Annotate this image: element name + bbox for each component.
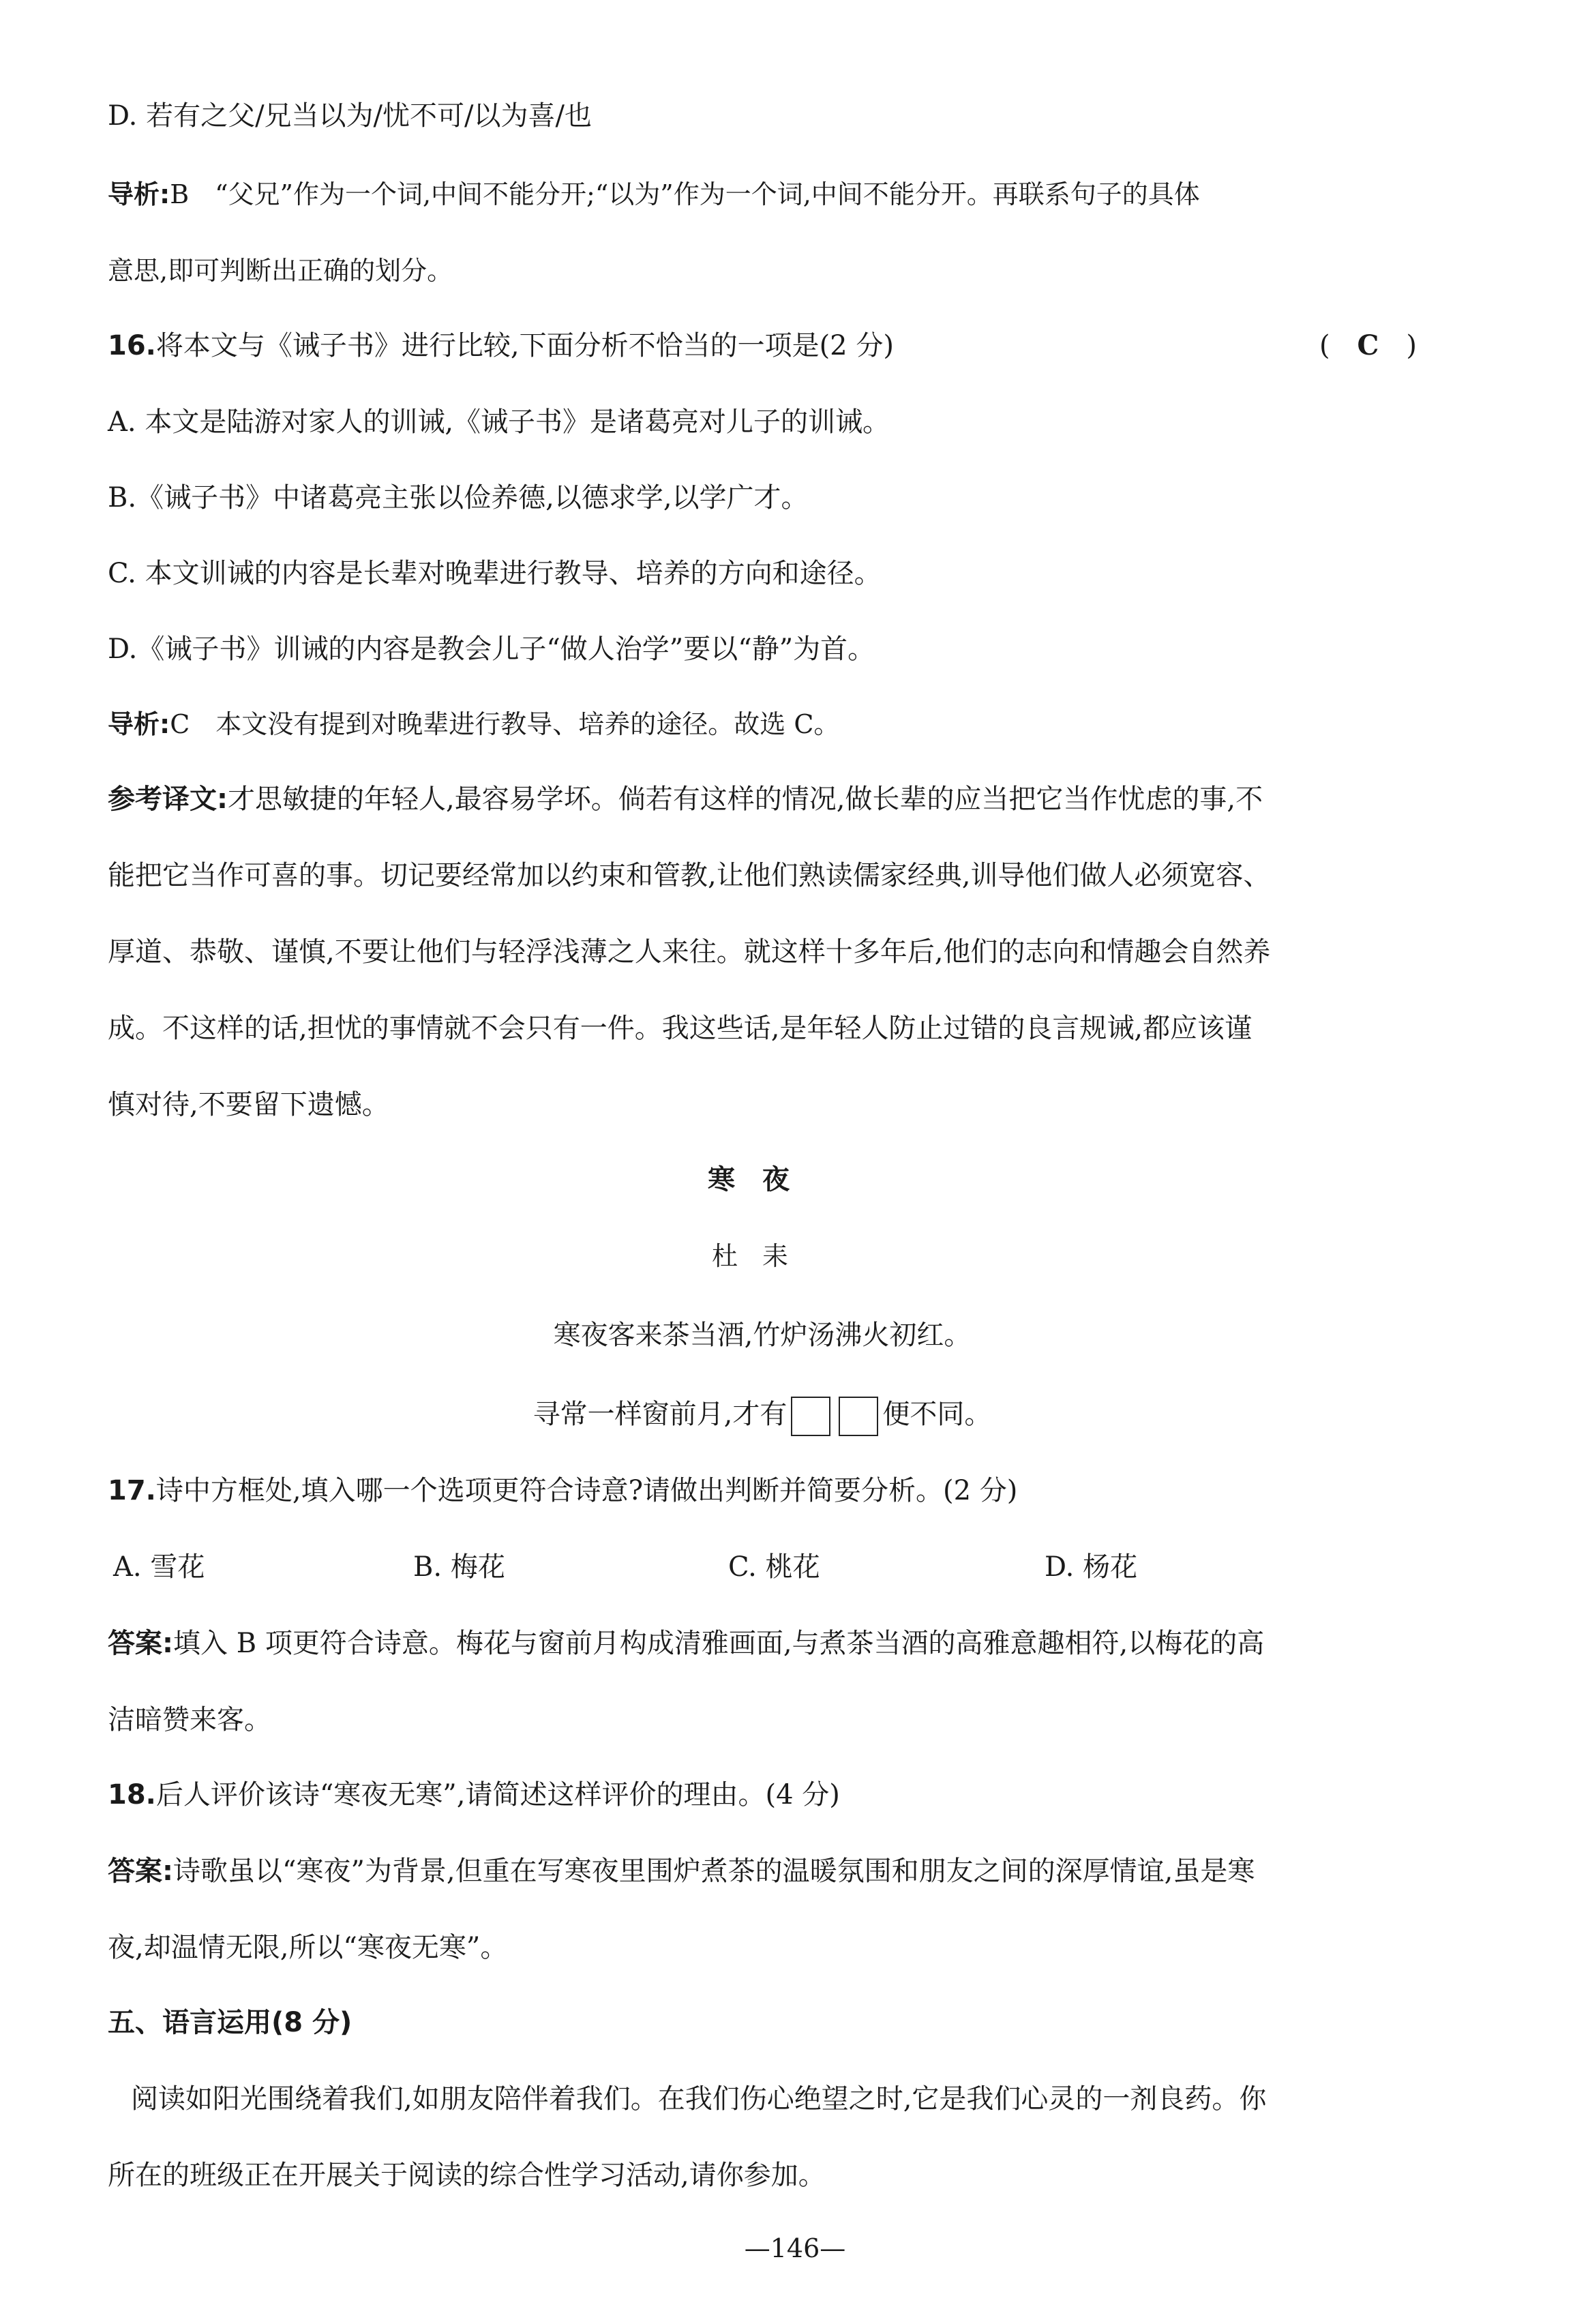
q18-answer-line1: 诗歌虽以“寒夜”为背景,但重在写寒夜里围炉煮茶的温暖氛围和朋友之间的深厚情谊,虽是寒 (173, 1856, 1255, 1887)
q17-stem: 诗中方框处,填入哪一个选项更符合诗意?请做出判断并简要分析。(2 分) (155, 1475, 1018, 1506)
document-page (108, 95, 1417, 2196)
q15-analysis-label: 导析: (108, 179, 170, 209)
blank-box-2 (839, 1397, 878, 1436)
q16-option-b: B.《诫子书》中诸葛亮主张以俭养德,以德求学,以学广才。 (108, 482, 809, 513)
q17-answer-line2: 洁暗赞来客。 (108, 1704, 271, 1735)
poem-line2 (108, 1394, 1417, 1436)
q17-answer-label: 答案: (108, 1628, 173, 1659)
q16-analysis-text: C 本文没有提到对晚辈进行教导、培养的途径。故选 C。 (170, 709, 840, 739)
section5-intro-line2: 所在的班级正在开展关于阅读的综合性学习活动,请你参加。 (108, 2160, 826, 2191)
q16-stem: 将本文与《诫子书》进行比较,下面分析不恰当的一项是(2 分) (155, 330, 894, 361)
q16-number: 16. (108, 330, 156, 361)
q18-stem: 后人评价该诗“寒夜无寒”,请简述这样评价的理由。(4 分) (155, 1779, 840, 1811)
q18-stem-row (108, 1774, 1417, 1815)
poem-line2-before: 寻常一样窗前月,才有 (532, 1399, 787, 1430)
q15-analysis-line1: B “父兄”作为一个词,中间不能分开;“以为”作为一个词,中间不能分开。再联系句子的具体 (170, 179, 1200, 209)
q17-options (108, 1547, 1417, 1588)
q17-stem-row (108, 1470, 1417, 1511)
q16-answer-bracket (1319, 325, 1417, 366)
q17-option-d: D. 杨花 (1045, 1551, 1138, 1583)
q16-option-d: D.《诫子书》训诫的内容是教会儿子“做人治学”要以“静”为首。 (108, 634, 875, 665)
section5-intro-line1: 阅读如阳光围绕着我们,如朋友陪伴着我们。在我们伤心绝望之时,它是我们心灵的一剂良药。你 (131, 2083, 1267, 2115)
q16-stem-row (108, 325, 1417, 366)
translation-line4: 成。不这样的话,担忧的事情就不会只有一件。我这些话,是年轻人防止过错的良言规诫,都应该谨 (108, 1013, 1252, 1044)
q17-answer-line1: 填入 B 项更符合诗意。梅花与窗前月构成清雅画面,与煮茶当酒的高雅意趣相符,以梅花的高 (173, 1628, 1265, 1659)
q15-analysis-line2: 意思,即可判断出正确的划分。 (108, 256, 453, 286)
poem-line2-after: 便不同。 (882, 1399, 992, 1430)
q17-answer (108, 1623, 1417, 1664)
q16-analysis (108, 704, 1417, 745)
q15-analysis (108, 174, 1417, 215)
q17-number: 17. (108, 1475, 156, 1506)
page-number: —146— (744, 2233, 846, 2263)
section5-heading: 五、语言运用(8 分) (108, 2007, 352, 2038)
q18-answer (108, 1851, 1417, 1892)
q15-option-d: D. 若有之父/兄当以为/忧不可/以为喜/也 (108, 100, 592, 132)
q17-option-a: A. 雪花 (113, 1551, 205, 1583)
translation-line2: 能把它当作可喜的事。切记要经常加以约束和管教,让他们熟读儒家经典,训导他们做人必须宽容、 (108, 860, 1271, 891)
translation-line5: 慎对待,不要留下遗憾。 (108, 1089, 389, 1120)
translation-line1: 才思敏捷的年轻人,最容易学坏。倘若有这样的情况,做长辈的应当把它当作忧虑的事,不 (228, 784, 1263, 815)
poem-author: 杜耒 (711, 1241, 813, 1271)
q16-option-c: C. 本文训诫的内容是长辈对晚辈进行教导、培养的方向和途径。 (108, 558, 882, 589)
q18-answer-line2: 夜,却温情无限,所以“寒夜无寒”。 (108, 1932, 508, 1963)
q16-analysis-label: 导析: (108, 709, 170, 739)
q17-option-c: C. 桃花 (728, 1551, 820, 1583)
q17-option-b: B. 梅花 (413, 1551, 505, 1583)
blank-box-1 (791, 1397, 830, 1436)
q18-number: 18. (108, 1779, 156, 1811)
poem-line1: 寒夜客来茶当酒,竹炉汤沸火初红。 (553, 1320, 972, 1351)
translation-label: 参考译文: (108, 784, 228, 815)
q16-answer-open: ( (1319, 330, 1330, 361)
q16-option-a: A. 本文是陆游对家人的训诫,《诫子书》是诸葛亮对儿子的训诫。 (108, 406, 890, 438)
q18-answer-label: 答案: (108, 1856, 173, 1887)
translation-para (108, 779, 1417, 820)
q16-answer: C (1357, 329, 1379, 361)
q16-answer-close: ) (1406, 330, 1417, 361)
poem-title: 寒夜 (708, 1163, 817, 1195)
translation-line3: 厚道、恭敬、谨慎,不要让他们与轻浮浅薄之人来往。就这样十多年后,他们的志向和情趣会自然养 (108, 936, 1271, 968)
